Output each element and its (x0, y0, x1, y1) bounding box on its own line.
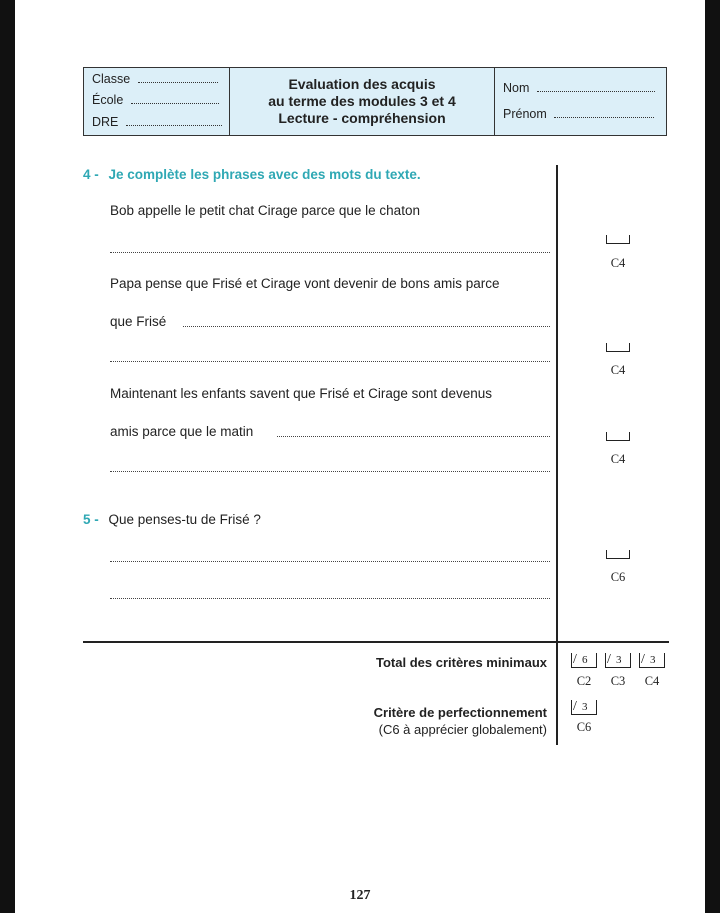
title-line-2: au terme des modules 3 et 4 (268, 93, 456, 109)
criterion-label: C4 (610, 452, 626, 466)
question-5-text: Que penses-tu de Frisé ? (108, 512, 261, 527)
sentence-1: Bob appelle le petit chat Cirage parce que le chaton (110, 203, 420, 218)
page-number: 127 (349, 888, 371, 903)
score-denominator: 3 (582, 701, 588, 713)
criterion-label: C6 (610, 570, 626, 584)
nom-field[interactable] (537, 81, 655, 92)
score-box[interactable] (606, 550, 630, 559)
minimal-criteria-total-label: Total des critères minimaux (376, 655, 547, 670)
question-5-number: 5 - (83, 512, 99, 527)
criterion-label: C4 (644, 674, 660, 688)
question-4-number: 4 - (83, 167, 99, 182)
question-5-title (83, 512, 261, 527)
criterion-label: C4 (610, 363, 626, 377)
header-table (83, 67, 667, 136)
score-box[interactable] (606, 432, 630, 441)
ecole-field[interactable] (131, 93, 219, 104)
sentence-3-continued: amis parce que le matin (110, 424, 254, 439)
answer-line-5a[interactable] (110, 561, 550, 562)
sentence-3: Maintenant les enfants savent que Frisé et Cirage sont devenus (110, 386, 492, 401)
answer-line-2b[interactable] (110, 361, 550, 362)
title-line-3: Lecture - compréhension (278, 110, 446, 126)
criterion-label: C3 (610, 674, 626, 688)
answer-line-3b[interactable] (110, 471, 550, 472)
score-box[interactable] (606, 343, 630, 352)
criterion-label: C2 (576, 674, 592, 688)
classe-label: Classe (92, 72, 131, 86)
score-fraction-box[interactable]: / 6 (571, 651, 597, 667)
classe-field[interactable] (138, 72, 218, 83)
prenom-field[interactable] (554, 107, 654, 118)
score-denominator: 6 (582, 654, 588, 666)
score-denominator: 3 (650, 654, 656, 666)
score-box[interactable] (606, 235, 630, 244)
score-fraction-box[interactable]: / 3 (571, 698, 597, 714)
answer-line-2a[interactable] (183, 326, 550, 327)
answer-line-1[interactable] (110, 252, 550, 253)
student-name-info (495, 68, 666, 135)
horizontal-divider (83, 641, 669, 643)
vertical-divider (556, 165, 558, 745)
sentence-2-continued: que Frisé (110, 314, 167, 329)
dre-label: DRE (92, 115, 119, 129)
ecole-label: École (92, 93, 124, 107)
criterion-label: C4 (610, 256, 626, 270)
answer-line-5b[interactable] (110, 598, 550, 599)
perfection-criterion-note: (C6 à apprécier globalement) (378, 722, 547, 737)
question-4-text: Je complète les phrases avec des mots du texte. (108, 167, 421, 182)
criterion-label: C6 (576, 720, 592, 734)
title-line-1: Evaluation des acquis (288, 76, 436, 92)
answer-line-3a[interactable] (277, 436, 550, 437)
sentence-2: Papa pense que Frisé et Cirage vont devenir de bons amis parce (110, 276, 500, 291)
prenom-label: Prénom (503, 107, 547, 121)
nom-label: Nom (503, 81, 530, 95)
perfection-criterion-label: Critère de perfectionnement (373, 705, 547, 720)
score-denominator: 3 (616, 654, 622, 666)
student-school-info (84, 68, 230, 135)
dre-field[interactable] (126, 115, 222, 126)
score-fraction-box[interactable]: / 3 (605, 651, 631, 667)
score-fraction-box[interactable]: / 3 (639, 651, 665, 667)
header-title (230, 68, 495, 135)
worksheet-page (15, 0, 705, 913)
question-4-title (83, 167, 421, 182)
